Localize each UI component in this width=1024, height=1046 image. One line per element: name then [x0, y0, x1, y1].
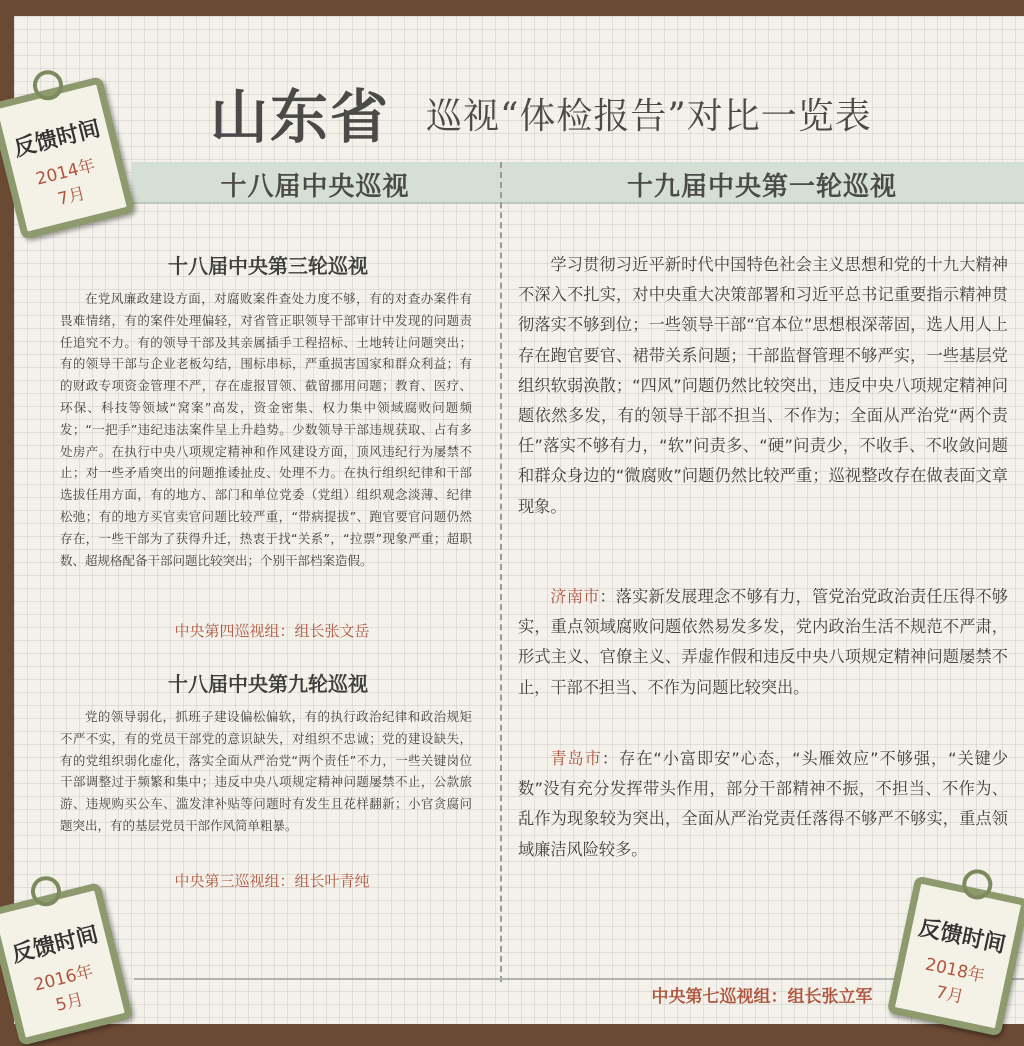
section-title-ninth-round: 十八届中央第九轮巡视: [168, 672, 368, 696]
tag-title: 反馈时间: [9, 922, 101, 968]
tag-year: 2018年: [923, 954, 987, 987]
tag-year: 2014年: [33, 155, 98, 190]
column-divider: [500, 162, 502, 982]
city-text-qingdao: ：存在“小富即安”心态，“头雁效应”不够强，“关键少数”没有充分发挥带头作用，部分干部精神不振，不担当、不作为、乱作为现象较为突出，全面从严治党责任落得不够严不够实，重点领域廉洁风险较多。: [518, 749, 1009, 859]
column-header-left: 十八届中央巡视: [220, 172, 410, 202]
qingdao-paragraph: [518, 744, 1008, 865]
tag-month: 5月: [53, 989, 86, 1016]
page-subtitle: 巡视“体检报告”对比一览表: [426, 96, 872, 137]
jinan-paragraph: [518, 582, 1008, 703]
tag-year: 2016年: [31, 961, 96, 996]
city-name-jinan: 济南市: [550, 587, 600, 606]
section-credit-ninth-round: 中央第三巡视组：组长叶青纯: [174, 872, 370, 890]
column-header-right: 十九届中央第一轮巡视: [626, 172, 897, 202]
section-body-third-round: 在党风廉政建设方面，对腐败案件查处力度不够，有的对查办案件有畏难情绪，有的案件处理偏轻，对省管正职领导干部审计中发现的问题责任追究不力。有的领导干部及其亲属插手工程招标、土地转让问题突出；有的领导干部与企业老板勾结，围标串标，严重损害国家和群众利益；有的财政专项资金管理不严，存在虚报冒领、截留挪用问题；教育、医疗、环保、科技等领域“窝案”高发，资金密集、权力集中领域腐败问题频发；“一把手”违纪违法案件呈上升趋势。少数领导干部违规获取、占有多处房产。在执行中央八项规定精神和作风建设方面，顶风违纪行为屡禁不止；对一些矛盾突出的问题推诿扯皮、处理不力。在执行组织纪律和干部选拔任用方面，有的地方、部门和单位党委（党组）组织观念淡薄、纪律松弛；有的地方买官卖官问题比较严重，“带病提拔”、跑官要官问题仍然存在，一些干部为了获得升迁，热衷于找“关系”，“拉票”现象严重；超职数、超规格配备干部问题比较突出；个别干部档案造假。: [60, 291, 472, 568]
bottom-rule: [134, 978, 1024, 980]
page-title: 山东省: [210, 83, 391, 151]
tag-month: 7月: [55, 183, 88, 210]
section-body-ninth-round: 党的领导弱化，抓班子建设偏松偏软，有的执行政治纪律和政治规矩不严不实，有的党员干部党的意识缺失，对组织不忠诚；党的建设缺失，有的党组织弱化虚化，落实全面从严治党“两个责任”不力，一些关键岗位干部调整过于频繁和集中；违反中央八项规定精神问题屡禁不止，公款旅游、违规购买公车、滥发津补贴等问题时有发生且花样翻新；小官贪腐问题突出，有的基层党员干部作风简单粗暴。: [60, 709, 472, 833]
paper-background: [14, 16, 1024, 1024]
tag-title: 反馈时间: [916, 915, 1008, 959]
city-text-jinan: ：落实新发展理念不够有力，管党治党政治责任压得不够实，重点领域腐败问题依然易发多发，党内政治生活不规范不严肃，形式主义、官僚主义、弄虚作假和违反中央八项规定精神问题屡禁不止，干部不担当、不作为问题比较突出。: [518, 587, 1008, 697]
section-title-third-round: 十八届中央第三轮巡视: [168, 254, 368, 278]
right-credit: 中央第七巡视组：组长张立军: [651, 987, 873, 1007]
section-credit-third-round: 中央第四巡视组：组长张文岳: [174, 622, 370, 640]
right-intro-paragraph: 学习贯彻习近平新时代中国特色社会主义思想和党的十九大精神不深入不扎实，对中央重大决策部署和习近平总书记重要指示精神贯彻落实不够到位；一些领导干部“官本位”思想根深蒂固，选人用人上存在跑官要官、裙带关系问题；干部监督管理不够严实，一些基层党组织软弱涣散；“四风”问题仍然比较突出，违反中央八项规定精神问题依然多发，有的领导干部不担当、不作为；全面从严治党“两个责任”落实不够有力，“软”问责多、“硬”问责少，不收手、不收敛问题和群众身边的“微腐败”问题仍然比较严重；巡视整改存在做表面文章现象。: [518, 255, 1008, 516]
tag-month: 7月: [933, 982, 966, 1008]
city-name-qingdao: 青岛市: [550, 749, 602, 768]
tag-title: 反馈时间: [11, 116, 103, 162]
